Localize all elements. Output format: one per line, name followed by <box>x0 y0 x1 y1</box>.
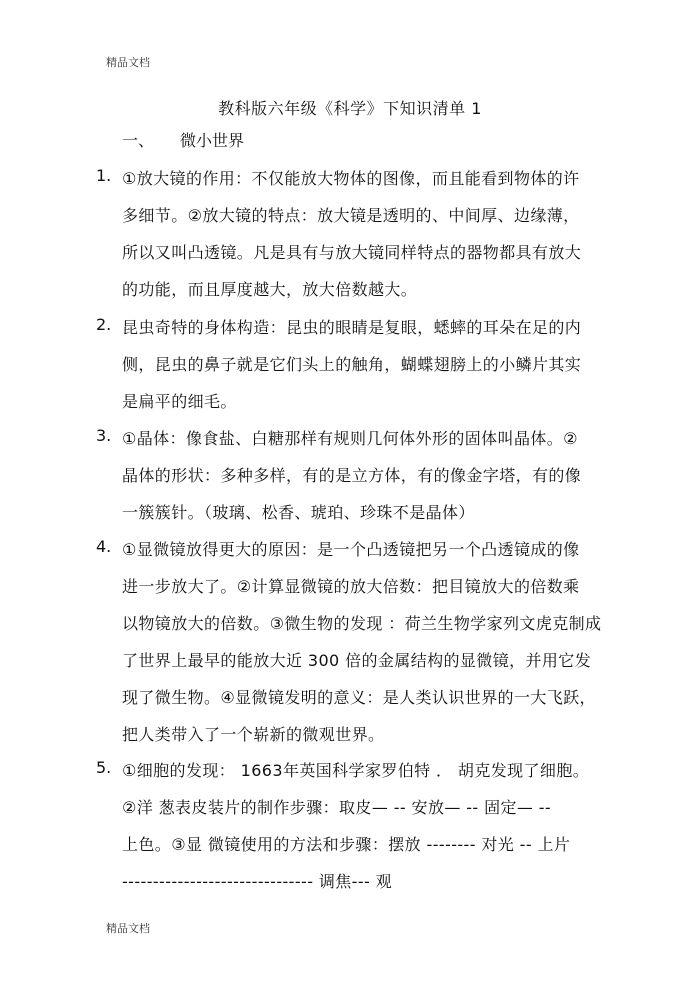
item-line: ②洋 葱表皮装片的制作步骤：取皮— -- 安放— -- 固定— -- <box>122 798 552 817</box>
item-line: 所以又叫凸透镜。凡是具有与放大镜同样特点的器物都具有放大 <box>122 243 582 262</box>
item-line: 是扁平的细毛。 <box>122 392 237 411</box>
document-title: 教科版六年级《科学》下知识清单 1 <box>218 99 482 118</box>
item-line: ①显微镜放得更大的原因：是一个凸透镜把另一个凸透镜成的像 <box>122 540 580 559</box>
item-line: 以物镜放大的倍数。③微生物的发现 ：荷兰生物学家列文虎克制成 <box>122 614 602 633</box>
section-number: 一、 <box>122 131 155 150</box>
section-heading <box>122 128 244 151</box>
item-number: 1. <box>96 166 112 185</box>
item-line: 侧，昆虫的鼻子就是它们头上的触角，蝴蝶翅膀上的小鳞片其实 <box>122 355 582 374</box>
item-line: 进一步放大了。②计算显微镜的放大倍数：把目镜放大的倍数乘 <box>122 577 580 596</box>
item-line: 昆虫奇特的身体构造：昆虫的眼睛是复眼，蟋蟀的耳朵在足的内 <box>122 318 582 337</box>
header-watermark: 精品文档 <box>106 56 150 69</box>
footer-watermark: 精品文档 <box>106 922 150 935</box>
section-title: 微小世界 <box>180 131 245 150</box>
item-line: 的功能，而且厚度越大，放大倍数越大。 <box>122 280 418 299</box>
item-number: 2. <box>96 315 112 334</box>
item-line: 了世界上最早的能放大近 300 倍的金属结构的显微镜，并用它发 <box>122 651 592 670</box>
item-line: 把人类带入了一个崭新的微观世界。 <box>122 725 385 744</box>
item-line: ------------------------------- 调焦--- 观 <box>122 872 393 891</box>
item-line: 上色。③显 微镜使用的方法和步骤：摆放 -------- 对光 -- 上片 <box>122 835 571 854</box>
item-line: ①放大镜的作用：不仅能放大物体的图像，而且能看到物体的许 <box>122 169 580 188</box>
item-number: 5. <box>96 758 112 777</box>
item-line: 一簇簇针。（玻璃、松香、琥珀、珍珠不是晶体） <box>122 503 475 522</box>
item-line: 现了微生物。④显微镜发明的意义：是人类认识世界的一大飞跃， <box>122 688 596 707</box>
item-line: ①细胞的发现： 1663年英国科学家罗伯特 ． 胡克发现了细胞。 <box>122 761 590 780</box>
item-line: 晶体的形状：多种多样，有的是立方体，有的像金字塔，有的像 <box>122 466 582 485</box>
item-line: 多细节。②放大镜的特点：放大镜是透明的、中间厚、边缘薄， <box>122 206 580 225</box>
item-number: 4. <box>96 537 112 556</box>
item-line: ①晶体：像食盐、白糖那样有规则几何体外形的固体叫晶体。② <box>122 429 578 448</box>
item-number: 3. <box>96 426 112 445</box>
